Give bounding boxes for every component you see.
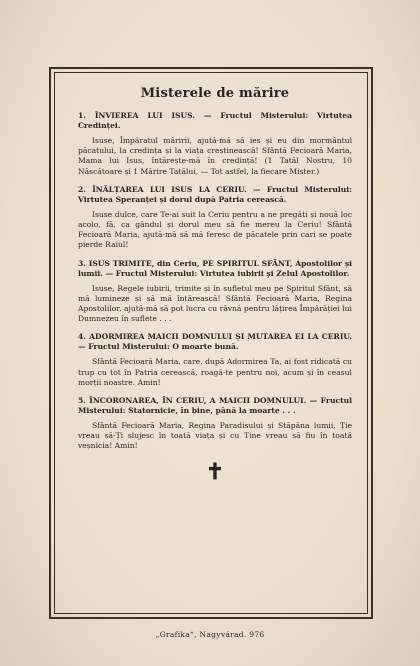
printer-imprint: „Grafika“, Nagyvárad. 976 xyxy=(155,630,265,639)
mystery-heading: 3. ISUS TRIMITE, din Ceriu, PE SPIRITUL SFÂNT, Apostolilor și lumii. — Fructul Misterului: Virtutea iubirii și Zelul Apostolilor. xyxy=(78,258,352,278)
mystery-heading: 1. ÎNVIEREA LUI ISUS. — Fructul Misterului: Virtutea Credinței. xyxy=(78,111,352,130)
mystery-prayer: Isuse, Împăratul măririi, ajută-mă să ies și eu din mormântul păcatului, la credința și la viața creștinească! Sfântă Fecioară Maria, Mama lui Isus, întărește-mă în credință! (1 Tatăl Nostru, 10 Născătoare și 1 Mărire Tatălui, — Tot astfel, la fiecare Mister.) xyxy=(78,136,352,176)
mystery-heading: 5. ÎNCORONAREA, ÎN CERIU, A MAICII DOMNULUI. — Fructul Misterului: Statornicie, în bine, până la moarte . . . xyxy=(78,396,352,416)
mystery-section xyxy=(78,111,352,177)
mystery-section xyxy=(78,185,352,251)
cross-icon: ✝ xyxy=(205,458,225,485)
mystery-prayer: Sfântă Fecioară Maria, care, după Adormirea Ta, ai fost ridicată cu trup cu tot în Patria cerească, roagă-te pentru noi, acum și în ceasul morții noastre. Amin! xyxy=(78,357,352,387)
mystery-prayer: Isuse dulce, care Te-ai suit la Ceriu pentru a ne pregăti și nouă loc acolo, fă, ca gândul și dorul meu să fie mereu la Ceriu! Sfântă Fecioară Maria, ajută-mă să mă feresc de păcatele prin cari se poate pierde Raiul! xyxy=(78,209,352,250)
mystery-section xyxy=(78,396,352,452)
content xyxy=(78,80,352,484)
mystery-prayer: Sfântă Fecioară Maria, Regina Paradisului și Stăpâna lumii, Ție vreau să-Ți slujesc în toată viața și cu Tine vreau să fiu în toată veșnicia! Amin! xyxy=(78,421,352,451)
page-title: Misterele de mărire xyxy=(140,86,290,101)
mystery-heading: 2. ÎNĂLȚAREA LUI ISUS LA CERIU. — Fructul Misterului: Virtutea Speranței și dorul după Patria cerească. xyxy=(78,184,352,204)
mystery-section xyxy=(78,259,352,325)
mystery-heading: 4. ADORMIREA MAICII DOMNULUI ȘI MUTAREA EI LA CERIU. — Fructul Misterului: O moarte bună. xyxy=(78,332,352,352)
mystery-prayer: Isuse, Regele iubirii, trimite și în sufletul meu pe Spiritul Sfânt, să mă lumineze și să mă întărească! Sfântă Fecioară Maria, Regina Apostolilor, ajută-mă să pot lucra cu râvnă pentru lățirea Împărăției lui Dumnezeu în suflete . . . xyxy=(78,283,352,324)
mystery-section xyxy=(78,332,352,388)
